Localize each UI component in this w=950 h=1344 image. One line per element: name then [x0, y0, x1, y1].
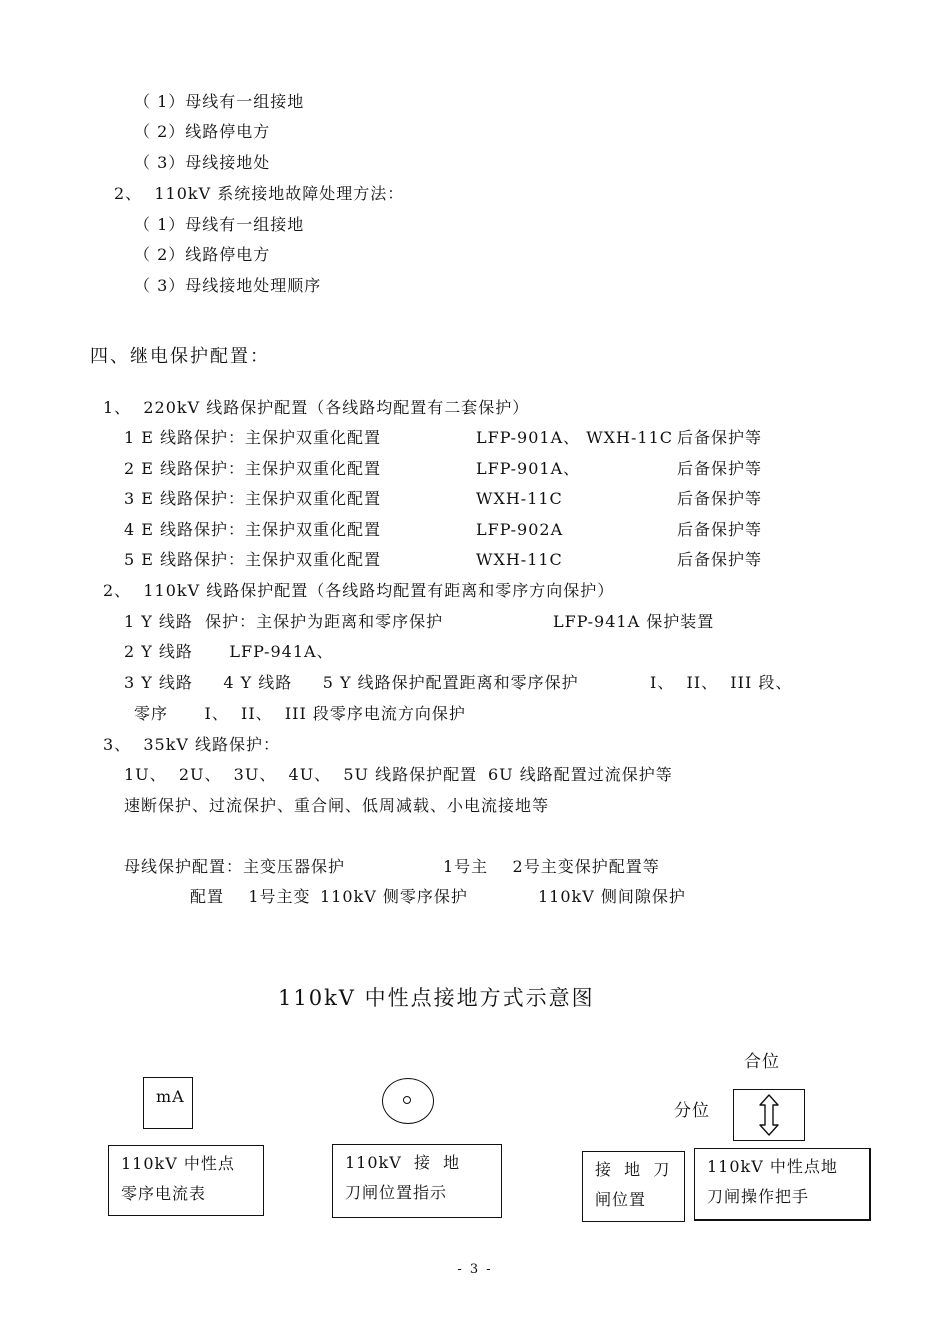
list-item: （ 1）母线有一组接地	[134, 215, 305, 234]
meter-label: mA	[156, 1087, 185, 1106]
row-text: 零序 I、 II、 III 段零序电流方向保护	[134, 704, 466, 723]
section-heading: 四、继电保护配置：	[90, 346, 270, 367]
switch-left-label: 分位	[674, 1101, 710, 1121]
row-text: 配置 1号主变	[190, 887, 311, 906]
row-right: 后备保护等	[677, 489, 763, 508]
row-left: 2 E 线路保护：主保护双重化配置	[124, 459, 382, 478]
sub-header: 2、 110kV 系统接地故障处理方法：	[114, 184, 405, 203]
list-item: （ 2）线路停电方	[134, 245, 271, 264]
section-3-header: 3、 35kV 线路保护：	[103, 735, 281, 754]
label-box	[332, 1144, 502, 1218]
row-model: LFP-901A、 WXH-11C	[476, 428, 674, 447]
section-1-header: 1、 220kV 线路保护配置（各线路均配置有二套保护）	[103, 398, 530, 417]
switch-top-label: 合位	[744, 1052, 780, 1072]
row-left: 1U、 2U、 3U、 4U、 5U 线路保护配置	[124, 765, 478, 784]
row-left: 1 Y 线路 保护：主保护为距离和零序保护	[124, 612, 444, 631]
list-item: （ 3）母线接地处理顺序	[134, 276, 322, 295]
row-left: 1 E 线路保护：主保护双重化配置	[124, 428, 382, 447]
list-item: （ 3）母线接地处	[134, 153, 271, 172]
double-arrow-icon	[734, 1090, 804, 1140]
switch-handle-box	[733, 1089, 805, 1141]
row-text: 110kV 侧零序保护	[320, 887, 468, 906]
label-box	[582, 1151, 685, 1222]
page-number: - 3 -	[457, 1262, 493, 1277]
row-model: LFP-902A	[476, 520, 564, 539]
position-indicator-icon	[382, 1078, 434, 1124]
box-line: 刀闸操作把手	[707, 1187, 810, 1206]
row-right: 后备保护等	[677, 459, 763, 478]
diagram-title: 110kV 中性点接地方式示意图	[278, 986, 595, 1010]
row-right: I、 II、 III 段、	[650, 673, 793, 692]
box-line: 刀闸位置指示	[345, 1183, 448, 1202]
row-model: WXH-11C	[476, 489, 563, 508]
row-model: LFP-901A、	[476, 459, 581, 478]
row-left: 4 E 线路保护：主保护双重化配置	[124, 520, 382, 539]
row-right: 后备保护等	[677, 520, 763, 539]
row-right: 6U 线路配置过流保护等	[488, 765, 673, 784]
list-item: （ 1）母线有一组接地	[134, 92, 305, 111]
box-line: 110kV 接 地	[345, 1153, 461, 1172]
row-right: LFP-941A 保护装置	[553, 612, 715, 631]
label-box	[694, 1148, 871, 1221]
milliammeter	[143, 1077, 193, 1129]
list-item: （ 2）线路停电方	[134, 122, 271, 141]
row-right: 1号主 2号主变保护配置等	[443, 857, 660, 876]
box-line: 零序电流表	[121, 1184, 207, 1203]
row-left: 3 E 线路保护：主保护双重化配置	[124, 489, 382, 508]
row-left: 3 Y 线路 4 Y 线路 5 Y 线路保护配置距离和零序保护	[124, 673, 579, 692]
row-left: 母线保护配置：主变压器保护	[124, 857, 346, 876]
row-text: 速断保护、过流保护、重合闸、低周减载、小电流接地等	[124, 796, 550, 815]
row-text: 110kV 侧间隙保护	[538, 887, 686, 906]
label-box	[108, 1145, 264, 1216]
box-line: 110kV 中性点	[121, 1154, 235, 1173]
box-line: 接 地 刀	[595, 1160, 671, 1179]
row-text: 2 Y 线路 LFP-941A、	[124, 642, 334, 661]
row-left: 5 E 线路保护：主保护双重化配置	[124, 550, 382, 569]
row-model: WXH-11C	[476, 550, 563, 569]
box-line: 110kV 中性点地	[707, 1157, 838, 1176]
section-2-header: 2、 110kV 线路保护配置（各线路均配置有距离和零序方向保护）	[103, 581, 615, 600]
indicator-dot	[403, 1096, 411, 1104]
box-line: 闸位置	[595, 1190, 647, 1209]
row-right: 后备保护等	[677, 550, 763, 569]
row-right: 后备保护等	[677, 428, 763, 447]
